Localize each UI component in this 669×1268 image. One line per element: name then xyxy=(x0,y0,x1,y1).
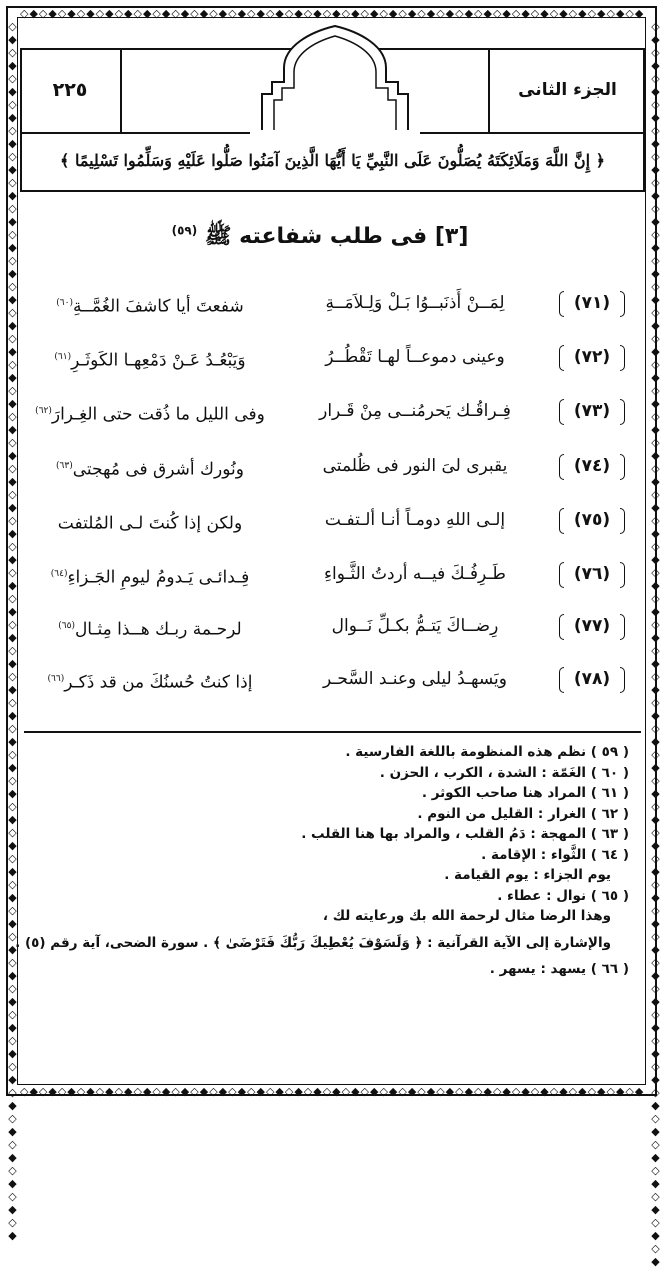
verse-first-hemistich: لِمَــنْ أَذنَبــوُا بَـلْ وَلِـلاَمَــةِ xyxy=(325,293,505,313)
footnote: ( ٥٩ ) نظم هذه المنظومة باللغة الفارسية . xyxy=(345,744,629,760)
verse-second-text: فِـدائـى يَـدومُ ليومِ الجَـزاءِ xyxy=(67,567,250,588)
verse-second-text: وَيَبْعُـدُ عَـنْ دَمْعِهـا الكَوثَـرِ xyxy=(71,350,246,371)
verse-footnote-ref: (٦٠) xyxy=(56,298,73,308)
verse-number: (٧٣) xyxy=(557,391,627,431)
verse-second-hemistich xyxy=(25,391,275,431)
section-title-text: [٣] فى طلب شفاعته ﷺ xyxy=(204,224,469,249)
verse-footnote-ref: (٦٣) xyxy=(56,461,73,471)
verse-number: (٧٤) xyxy=(557,446,627,486)
footnote: ( ٦٣ ) المهجة : دَمُ القلب ، والمراد بها هنا القلب . xyxy=(301,826,629,842)
verse-second-text: إذا كنتُ حُسنُكَ من قد ذَكـر xyxy=(64,672,253,693)
page-number: ٢٢٥ xyxy=(20,48,122,132)
footnote: ( ٦٠ ) الغَمّة : الشدة ، الكرب ، الحزن . xyxy=(379,764,629,781)
verse-second-hemistich xyxy=(25,337,275,377)
verse-row xyxy=(20,391,645,431)
footnote: ( ٦٢ ) الغرار : القليل من النوم . xyxy=(417,805,629,822)
verse-row xyxy=(20,554,645,594)
verse-second-hemistich xyxy=(25,606,275,646)
verse-number: (٧٨) xyxy=(557,659,627,699)
verse-number: (٧٢) xyxy=(557,337,627,377)
footnote: ( ٦٦ ) يسهد : يسهر . xyxy=(489,961,629,977)
ornament-top: ◇◆◇◆◇◆◇◆◇◆◇◆◇◆◇◆◇◆◇◆◇◆◇◆◇◆◇◆◇◆◇◆◇◆◇◆◇◆◇◆◇◆◇◆◇◆◇◆◇◆◇◆◇◆◇◆◇◆◇◆◇◆◇◆◇◆ xyxy=(20,7,645,20)
verse-row xyxy=(20,337,645,377)
verse-row xyxy=(20,500,645,540)
section-title xyxy=(120,222,520,258)
verse-second-text: ونُورك أشرق فى مُهجتى xyxy=(72,459,244,480)
verse-row xyxy=(20,659,645,699)
verse-second-hemistich xyxy=(25,446,275,486)
verse-number: (٧٧) xyxy=(557,606,627,646)
footnote-divider xyxy=(24,731,641,733)
verse-footnote-ref: (٦٤) xyxy=(50,569,68,579)
verse-second-text: وفى الليل ما ذُقت حتى الغِـرارَ xyxy=(51,404,265,425)
verse-number: (٧٥) xyxy=(557,500,627,540)
ornament-left: ◇◆◇◆◇◆◇◆◇◆◇◆◇◆◇◆◇◆◇◆◇◆◇◆◇◆◇◆◇◆◇◆◇◆◇◆◇◆◇◆◇◆◇◆◇◆◇◆◇◆◇◆◇◆◇◆◇◆◇◆◇◆◇◆◇◆◇◆◇◆◇◆◇◆◇◆◇◆◇◆◇◆◇◆◇◆◇◆◇◆◇◆◇◆ xyxy=(8,20,17,1242)
part-label: الجزء الثانى xyxy=(488,48,645,132)
quranic-verse: ﴿ إِنَّ اللَّهَ وَمَلَائِكَتَهُ يُصَلُّونَ عَلَى النَّبِيِّ يَا أَيُّهَا الَّذِينَ آمَنُوا صَلُّوا عَلَيْهِ وَسَلِّمُوا تَسْلِيمًا ﴾ xyxy=(60,150,605,170)
verse-first-hemistich: إلـى اللهِ دومـاً أنـا ألـتفـت xyxy=(324,510,506,530)
verse-second-hemistich xyxy=(25,659,275,699)
footnote-continuation: يوم الجزاء : يوم القيامة . xyxy=(444,867,611,883)
footnote: ( ٦٤ ) الثَّواء : الإقامة . xyxy=(481,846,629,863)
footnote-continuation: وهذا الرضا مثال لرحمة الله بك ورعايته لك ، xyxy=(322,908,611,924)
verse-number: (٧٦) xyxy=(557,554,627,594)
footnote-continuation: والإشارة إلى الآية القرآنية : ﴿ وَلَسَوْفَ يُعْطِيكَ رَبُّكَ فَتَرْضَىٰ ﴾ . سورة الضحى، آية رقم (٥) . xyxy=(15,934,611,951)
verse-first-hemistich: رِضــاكَ يَتـمُّ بكـلِّ نَــوال xyxy=(331,616,499,636)
verse-second-hemistich xyxy=(25,554,275,594)
verse-first-hemistich: يقبرى لىَ النور فى ظُلمتى xyxy=(322,456,508,476)
verse-second-hemistich xyxy=(25,500,275,540)
verse-footnote-ref: (٦٢) xyxy=(35,406,52,416)
verse-footnote-ref: (٦٦) xyxy=(47,674,65,684)
verse-row xyxy=(20,606,645,646)
verse-footnote-ref: (٦٥) xyxy=(58,621,75,631)
verse-first-hemistich: ويَسهـدُ ليلى وعنـد السَّحـر xyxy=(323,669,507,689)
verse-second-hemistich xyxy=(25,283,275,323)
ornament-right: ◇◆◇◆◇◆◇◆◇◆◇◆◇◆◇◆◇◆◇◆◇◆◇◆◇◆◇◆◇◆◇◆◇◆◇◆◇◆◇◆◇◆◇◆◇◆◇◆◇◆◇◆◇◆◇◆◇◆◇◆◇◆◇◆◇◆◇◆◇◆◇◆◇◆◇◆◇◆◇◆◇◆◇◆◇◆◇◆◇◆◇◆◇◆◇◆ xyxy=(651,20,660,1268)
verse-row xyxy=(20,446,645,486)
footnote: ( ٦١ ) المراد هنا صاحب الكوثر . xyxy=(421,785,629,801)
verse-first-hemistich: طَـرِفُـكَ فيــه أردتُ الثَّـواءِ xyxy=(324,564,506,584)
crescent-arch-ornament xyxy=(250,24,420,132)
footnotes xyxy=(15,742,629,980)
verse-footnote-ref: (٦١) xyxy=(54,352,72,362)
section-title-footnote-ref: (٥٩) xyxy=(171,223,198,238)
verse-number: (٧١) xyxy=(557,283,627,323)
verse-row xyxy=(20,283,645,323)
ornament-bottom: ◇◆◇◆◇◆◇◆◇◆◇◆◇◆◇◆◇◆◇◆◇◆◇◆◇◆◇◆◇◆◇◆◇◆◇◆◇◆◇◆◇◆◇◆◇◆◇◆◇◆◇◆◇◆◇◆◇◆◇◆◇◆◇◆◇◆ xyxy=(20,1085,645,1098)
footnote: ( ٦٥ ) نوال : عطاء . xyxy=(497,887,629,904)
verse-second-text: شفعتَ أيا كاشفَ الغُمَّــةِ xyxy=(72,296,244,317)
verse-second-text: لرحـمة ربـك هــذا مِثـال xyxy=(74,619,242,640)
verse-second-text: ولكن إذا كُنتَ لـى المُلتفت xyxy=(57,513,243,534)
verse-first-hemistich: وعينى دموعــاً لهـا تَقْطُــرُ xyxy=(325,347,505,367)
verse-first-hemistich: فِـراقُـك يَحرمُنــى مِنْ قَـرار xyxy=(319,401,511,421)
